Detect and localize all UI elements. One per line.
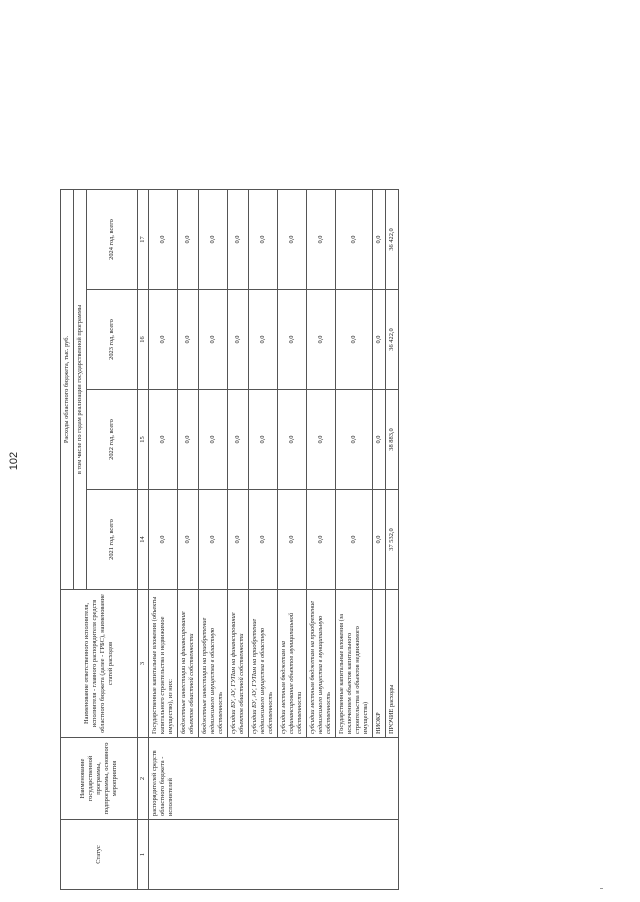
scan-artifact	[600, 888, 603, 889]
header-executor: Наименование ответственного исполнителя, исполнителя - главного распорядителя средств областного бюджета (далее - ГРБС), наименование статей расходов	[61, 590, 138, 738]
value-2024: 0,0	[249, 189, 278, 289]
value-2021: 0,0	[178, 490, 199, 590]
column-number: 2	[138, 738, 149, 820]
header-year-2022: 2022 год, всего	[87, 390, 138, 490]
value-2022: 38 883,0	[386, 390, 399, 490]
value-2023: 0,0	[249, 290, 278, 390]
header-year-2024: 2024 год, всего	[87, 189, 138, 289]
value-2021: 0,0	[199, 490, 228, 590]
column-number: 17	[138, 189, 149, 289]
item-cell: бюджетные инвестиции на финансирование объектов областной собственности	[178, 590, 199, 738]
value-2024: 0,0	[199, 189, 228, 289]
value-2024: 0,0	[178, 189, 199, 289]
value-2021: 0,0	[373, 490, 386, 590]
item-cell: бюджетные инвестиции на приобретение недвижимого имущества в областную собственность	[199, 590, 228, 738]
value-2021: 0,0	[149, 490, 178, 590]
value-2022: 0,0	[178, 390, 199, 490]
value-2024: 0,0	[373, 189, 386, 289]
value-2023: 0,0	[278, 290, 307, 390]
value-2022: 0,0	[373, 390, 386, 490]
value-2022: 0,0	[307, 390, 336, 490]
item-cell: НИОКР	[373, 590, 386, 738]
header-year-2021: 2021 год, всего	[87, 490, 138, 590]
column-number: 1	[138, 820, 149, 890]
value-2023: 36 422,0	[386, 290, 399, 390]
value-2023: 0,0	[199, 290, 228, 390]
page-number: 102	[8, 451, 20, 471]
table-row	[149, 189, 178, 889]
status-cell	[149, 820, 399, 890]
column-number: 16	[138, 290, 149, 390]
value-2022: 0,0	[249, 390, 278, 490]
value-2023: 0,0	[373, 290, 386, 390]
item-cell: Государственные капитальные вложения (за исключением объектов капитального строительства и объектов недвижимого имущества)	[336, 590, 373, 738]
value-2021: 0,0	[336, 490, 373, 590]
value-2023: 0,0	[228, 290, 249, 390]
value-2021: 0,0	[278, 490, 307, 590]
header-expenses: Расходы областного бюджета, тыс. руб.	[61, 189, 74, 589]
item-cell: субсидии БУ, АУ, ГУПам на приобретение недвижимого имущества в областную собственность	[249, 590, 278, 738]
value-2024: 0,0	[278, 189, 307, 289]
column-number: 15	[138, 390, 149, 490]
budget-table	[60, 189, 399, 890]
item-cell: субсидии местным бюджетам на приобретение недвижимого имущества в муниципальную собственность	[307, 590, 336, 738]
rotated-table-container	[60, 190, 580, 890]
value-2024: 0,0	[228, 189, 249, 289]
value-2023: 0,0	[336, 290, 373, 390]
value-2024: 0,0	[149, 189, 178, 289]
header-by-year: в том числе по годам реализации государственной программы	[74, 189, 87, 589]
value-2021: 37 532,0	[386, 490, 399, 590]
value-2023: 0,0	[307, 290, 336, 390]
item-cell: субсидии местным бюджетам на софинансирование объектов муниципальной собственности	[278, 590, 307, 738]
value-2022: 0,0	[149, 390, 178, 490]
program-cell: распорядителей средств областного бюджета - исполнителей	[149, 738, 399, 820]
value-2024: 0,0	[307, 189, 336, 289]
header-status: Статус	[61, 820, 138, 890]
header-program-name: Наименование государственной программы, подпрограммы, основного мероприятия	[61, 738, 138, 820]
value-2023: 0,0	[178, 290, 199, 390]
column-number: 14	[138, 490, 149, 590]
item-cell: Государственные капитальные вложения (объекты капитального строительства и недвижимое имущество), из них:	[149, 590, 178, 738]
value-2023: 0,0	[149, 290, 178, 390]
value-2024: 36 422,0	[386, 189, 399, 289]
value-2021: 0,0	[307, 490, 336, 590]
header-year-2023: 2023 год, всего	[87, 290, 138, 390]
value-2022: 0,0	[336, 390, 373, 490]
value-2021: 0,0	[249, 490, 278, 590]
column-number: 3	[138, 590, 149, 738]
value-2022: 0,0	[278, 390, 307, 490]
value-2022: 0,0	[228, 390, 249, 490]
value-2022: 0,0	[199, 390, 228, 490]
item-cell: субсидии БУ, АУ, ГУПам на финансирование объектов областной собственности	[228, 590, 249, 738]
column-number-row	[138, 189, 149, 889]
value-2021: 0,0	[228, 490, 249, 590]
value-2024: 0,0	[336, 189, 373, 289]
item-cell: ПРОЧИЕ расходы	[386, 590, 399, 738]
